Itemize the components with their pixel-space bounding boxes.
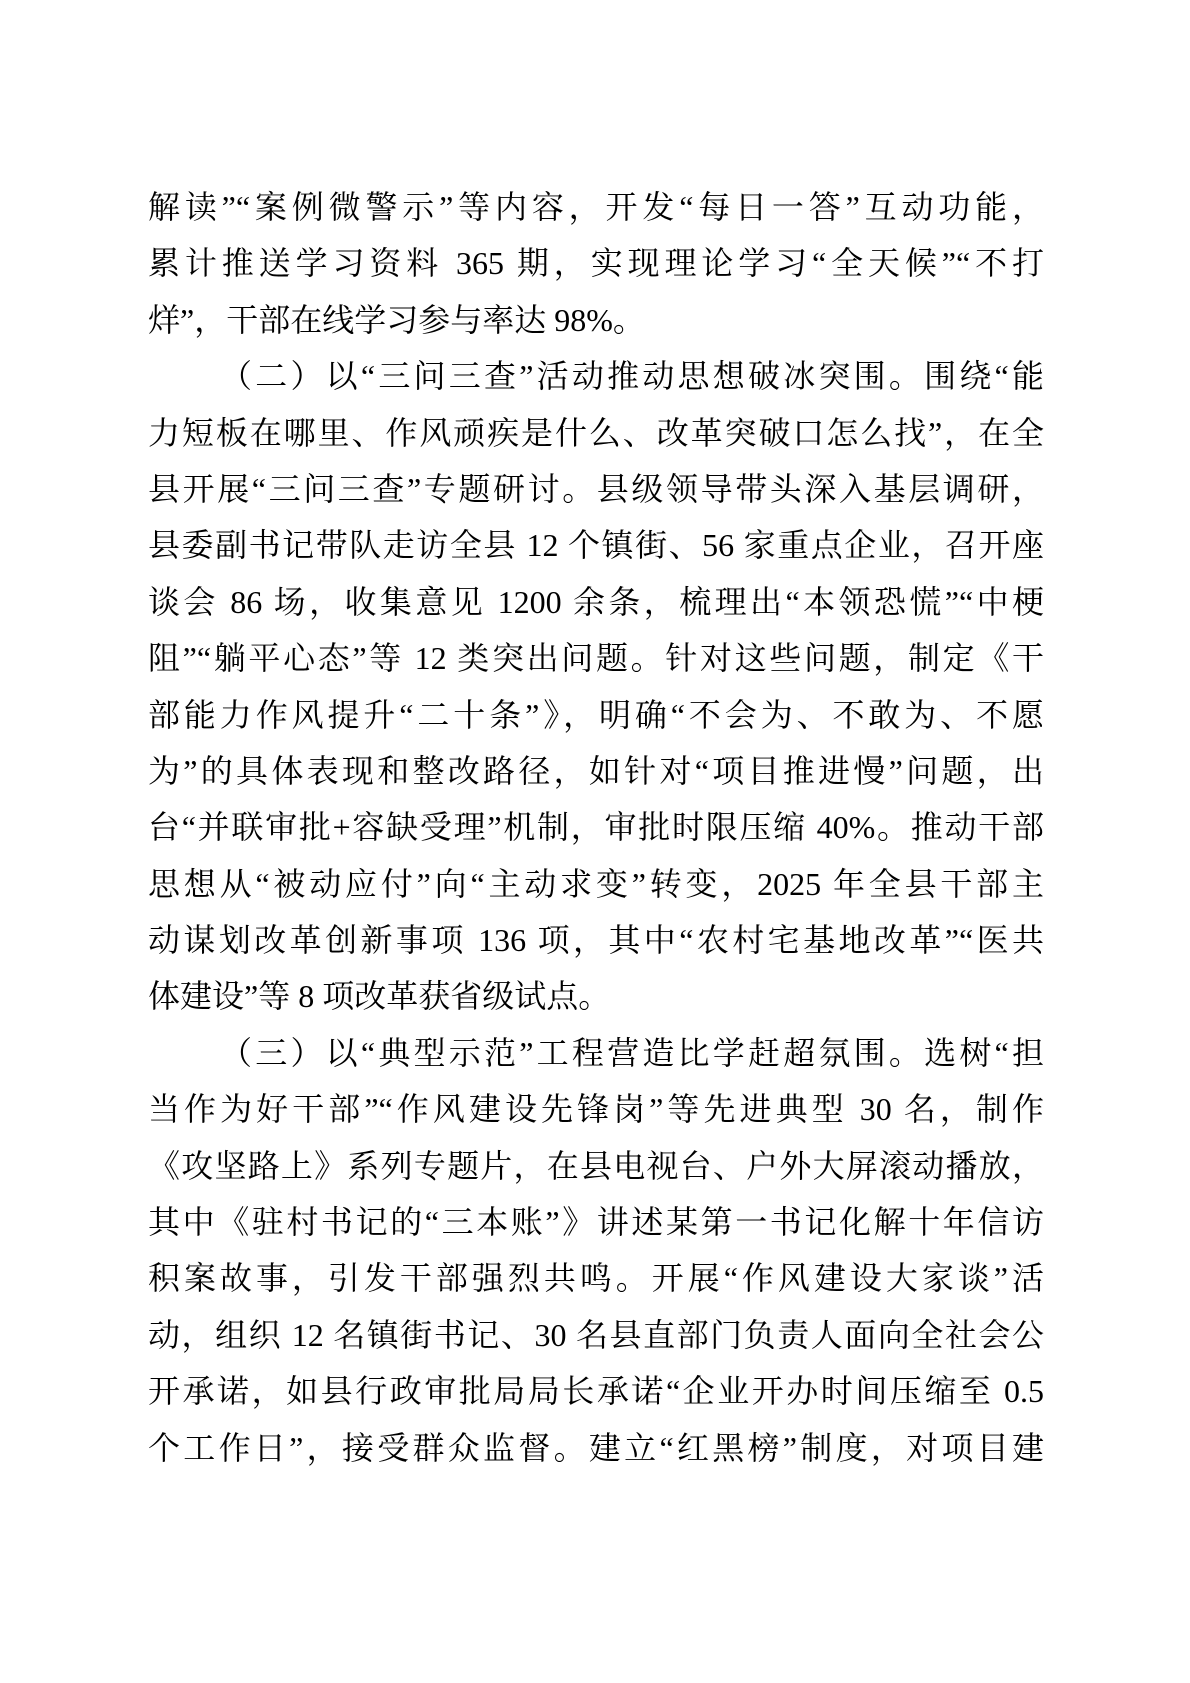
section-heading-line: （二）以“三问三查”活动推动思想破冰突围。围绕“能 xyxy=(220,358,1044,395)
document-line: 其中《驻村书记的“三本账”》讲述某第一书记化解十年信访 xyxy=(148,1204,1044,1241)
document-line: 动谋划改革创新事项 136 项，其中“农村宅基地改革”“医共 xyxy=(148,922,1044,959)
document-line: 解读”“案例微警示”等内容，开发“每日一答”互动功能， xyxy=(148,189,1044,225)
document-line: 《攻坚路上》系列专题片，在县电视台、户外大屏滚动播放， xyxy=(148,1147,1044,1184)
document-line: 阻”“躺平心态”等 12 类突出问题。针对这些问题，制定《干 xyxy=(148,640,1044,677)
document-line: 台“并联审批+容缺受理”机制，审批时限压缩 40%。推动干部 xyxy=(148,809,1044,846)
section-heading-line: （三）以“典型示范”工程营造比学赶超氛围。选树“担 xyxy=(220,1034,1044,1071)
paragraph-section-3 xyxy=(148,1025,1044,1476)
document-line: 烊”，干部在线学习参与率达 98%。 xyxy=(148,301,645,338)
document-line: 谈会 86 场，收集意见 1200 余条，梳理出“本领恐慌”“中梗 xyxy=(148,583,1044,620)
document-line: 部能力作风提升“二十条”》，明确“不会为、不敢为、不愿 xyxy=(148,696,1044,733)
document-line: 县开展“三问三查”专题研讨。县级领导带头深入基层调研， xyxy=(148,470,1044,507)
document-line: 为”的具体表现和整改路径，如针对“项目推进慢”问题，出 xyxy=(148,752,1044,789)
document-line: 动，组织 12 名镇街书记、30 名县直部门负责人面向全社会公 xyxy=(148,1316,1044,1353)
document-line: 体建设”等 8 项改革获省级试点。 xyxy=(148,978,611,1015)
document-line: 开承诺，如县行政审批局局长承诺“企业开办时间压缩至 0.5 xyxy=(148,1373,1044,1410)
document-line: 累计推送学习资料 365 期，实现理论学习“全天候”“不打 xyxy=(148,245,1044,282)
document-body xyxy=(148,179,1044,1476)
paragraph-section-2 xyxy=(148,348,1044,1025)
document-line: 力短板在哪里、作风顽疾是什么、改革突破口怎么找”，在全 xyxy=(148,414,1044,451)
document-line: 个工作日”，接受群众监督。建立“红黑榜”制度，对项目建 xyxy=(148,1429,1044,1466)
document-line: 积案故事，引发干部强烈共鸣。开展“作风建设大家谈”活 xyxy=(148,1260,1044,1297)
document-line: 县委副书记带队走访全县 12 个镇街、56 家重点企业，召开座 xyxy=(148,527,1044,564)
document-line: 思想从“被动应付”向“主动求变”转变，2025 年全县干部主 xyxy=(148,865,1044,902)
paragraph-continuation xyxy=(148,179,1044,348)
document-line: 当作为好干部”“作风建设先锋岗”等先进典型 30 名，制作 xyxy=(148,1091,1044,1128)
